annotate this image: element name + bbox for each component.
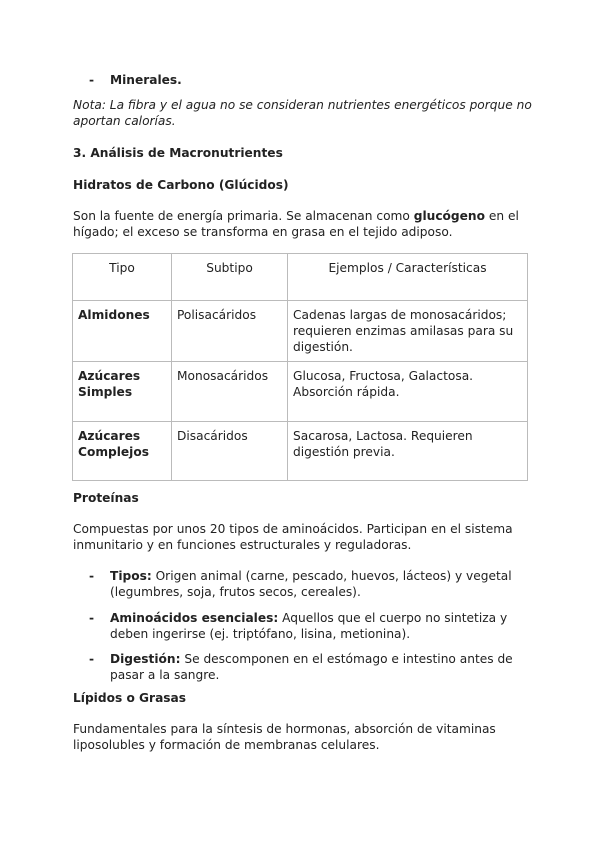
bullet-label: Aminoácidos esenciales:: [110, 611, 279, 625]
hidratos-paragraph: [73, 208, 533, 240]
list-item: [110, 651, 530, 683]
bullet-text: Origen animal (carne, pescado, huevos, lácteos) y vegetal (legumbres, soja, frutos secos, cereales).: [110, 569, 512, 599]
bullet-label: Digestión:: [110, 652, 181, 666]
cell-tipo: Azúcares Simples: [73, 362, 172, 422]
proteinas-heading: Proteínas: [73, 491, 139, 505]
header-tipo: Tipo: [73, 254, 172, 301]
hidratos-heading: Hidratos de Carbono (Glúcidos): [73, 178, 289, 192]
cell-ejemplos: Sacarosa, Lactosa. Requieren digestión previa.: [288, 422, 528, 481]
cell-tipo: Almidones: [73, 301, 172, 362]
table-row: [73, 362, 528, 422]
bullet-dash: -: [89, 652, 95, 666]
table-header-row: [73, 254, 528, 301]
cell-ejemplos: Cadenas largas de monosacáridos; requieren enzimas amilasas para su digestión.: [288, 301, 528, 362]
cell-tipo: Azúcares Complejos: [73, 422, 172, 481]
glucogeno-term: glucógeno: [413, 209, 485, 223]
lipidos-paragraph: Fundamentales para la síntesis de hormonas, absorción de vitaminas liposolubles y formación de membranas celulares.: [73, 722, 496, 752]
list-item: [110, 610, 530, 642]
note-text: Nota: La fibra y el agua no se consideran nutrientes energéticos porque no aportan calorías.: [73, 98, 532, 128]
list-item: [110, 568, 530, 600]
list-item-minerales: Minerales.: [110, 73, 182, 87]
cell-subtipo: Monosacáridos: [172, 362, 288, 422]
bullet-dash: -: [89, 73, 95, 87]
bullet-text: Aquellos que el cuerpo no sintetiza y deben ingerirse (ej. triptófano, lisina, metionina).: [110, 611, 508, 641]
bullet-label: Tipos:: [110, 569, 152, 583]
carbohydrates-table: [72, 253, 528, 481]
header-subtipo: Subtipo: [172, 254, 288, 301]
bullet-dash: -: [89, 569, 95, 583]
proteinas-intro: Compuestas por unos 20 tipos de aminoácidos. Participan en el sistema inmunitario y en funciones estructurales y reguladoras.: [73, 522, 513, 552]
section-title: 3. Análisis de Macronutrientes: [73, 146, 283, 160]
bullet-dash: -: [89, 611, 95, 625]
table-row: [73, 301, 528, 362]
cell-subtipo: Disacáridos: [172, 422, 288, 481]
hidratos-text-2: en el hígado; el exceso se transforma en grasa en el tejido adiposo.: [73, 209, 519, 239]
header-ejemplos: Ejemplos / Características: [288, 254, 528, 301]
hidratos-text-1: Son la fuente de energía primaria. Se almacenan como: [73, 209, 414, 223]
lipidos-heading: Lípidos o Grasas: [73, 691, 187, 705]
bullet-text: Se descomponen en el estómago e intestino antes de pasar a la sangre.: [110, 652, 513, 682]
table-row: [73, 422, 528, 481]
cell-subtipo: Polisacáridos: [172, 301, 288, 362]
cell-ejemplos: Glucosa, Fructosa, Galactosa. Absorción rápida.: [288, 362, 528, 422]
